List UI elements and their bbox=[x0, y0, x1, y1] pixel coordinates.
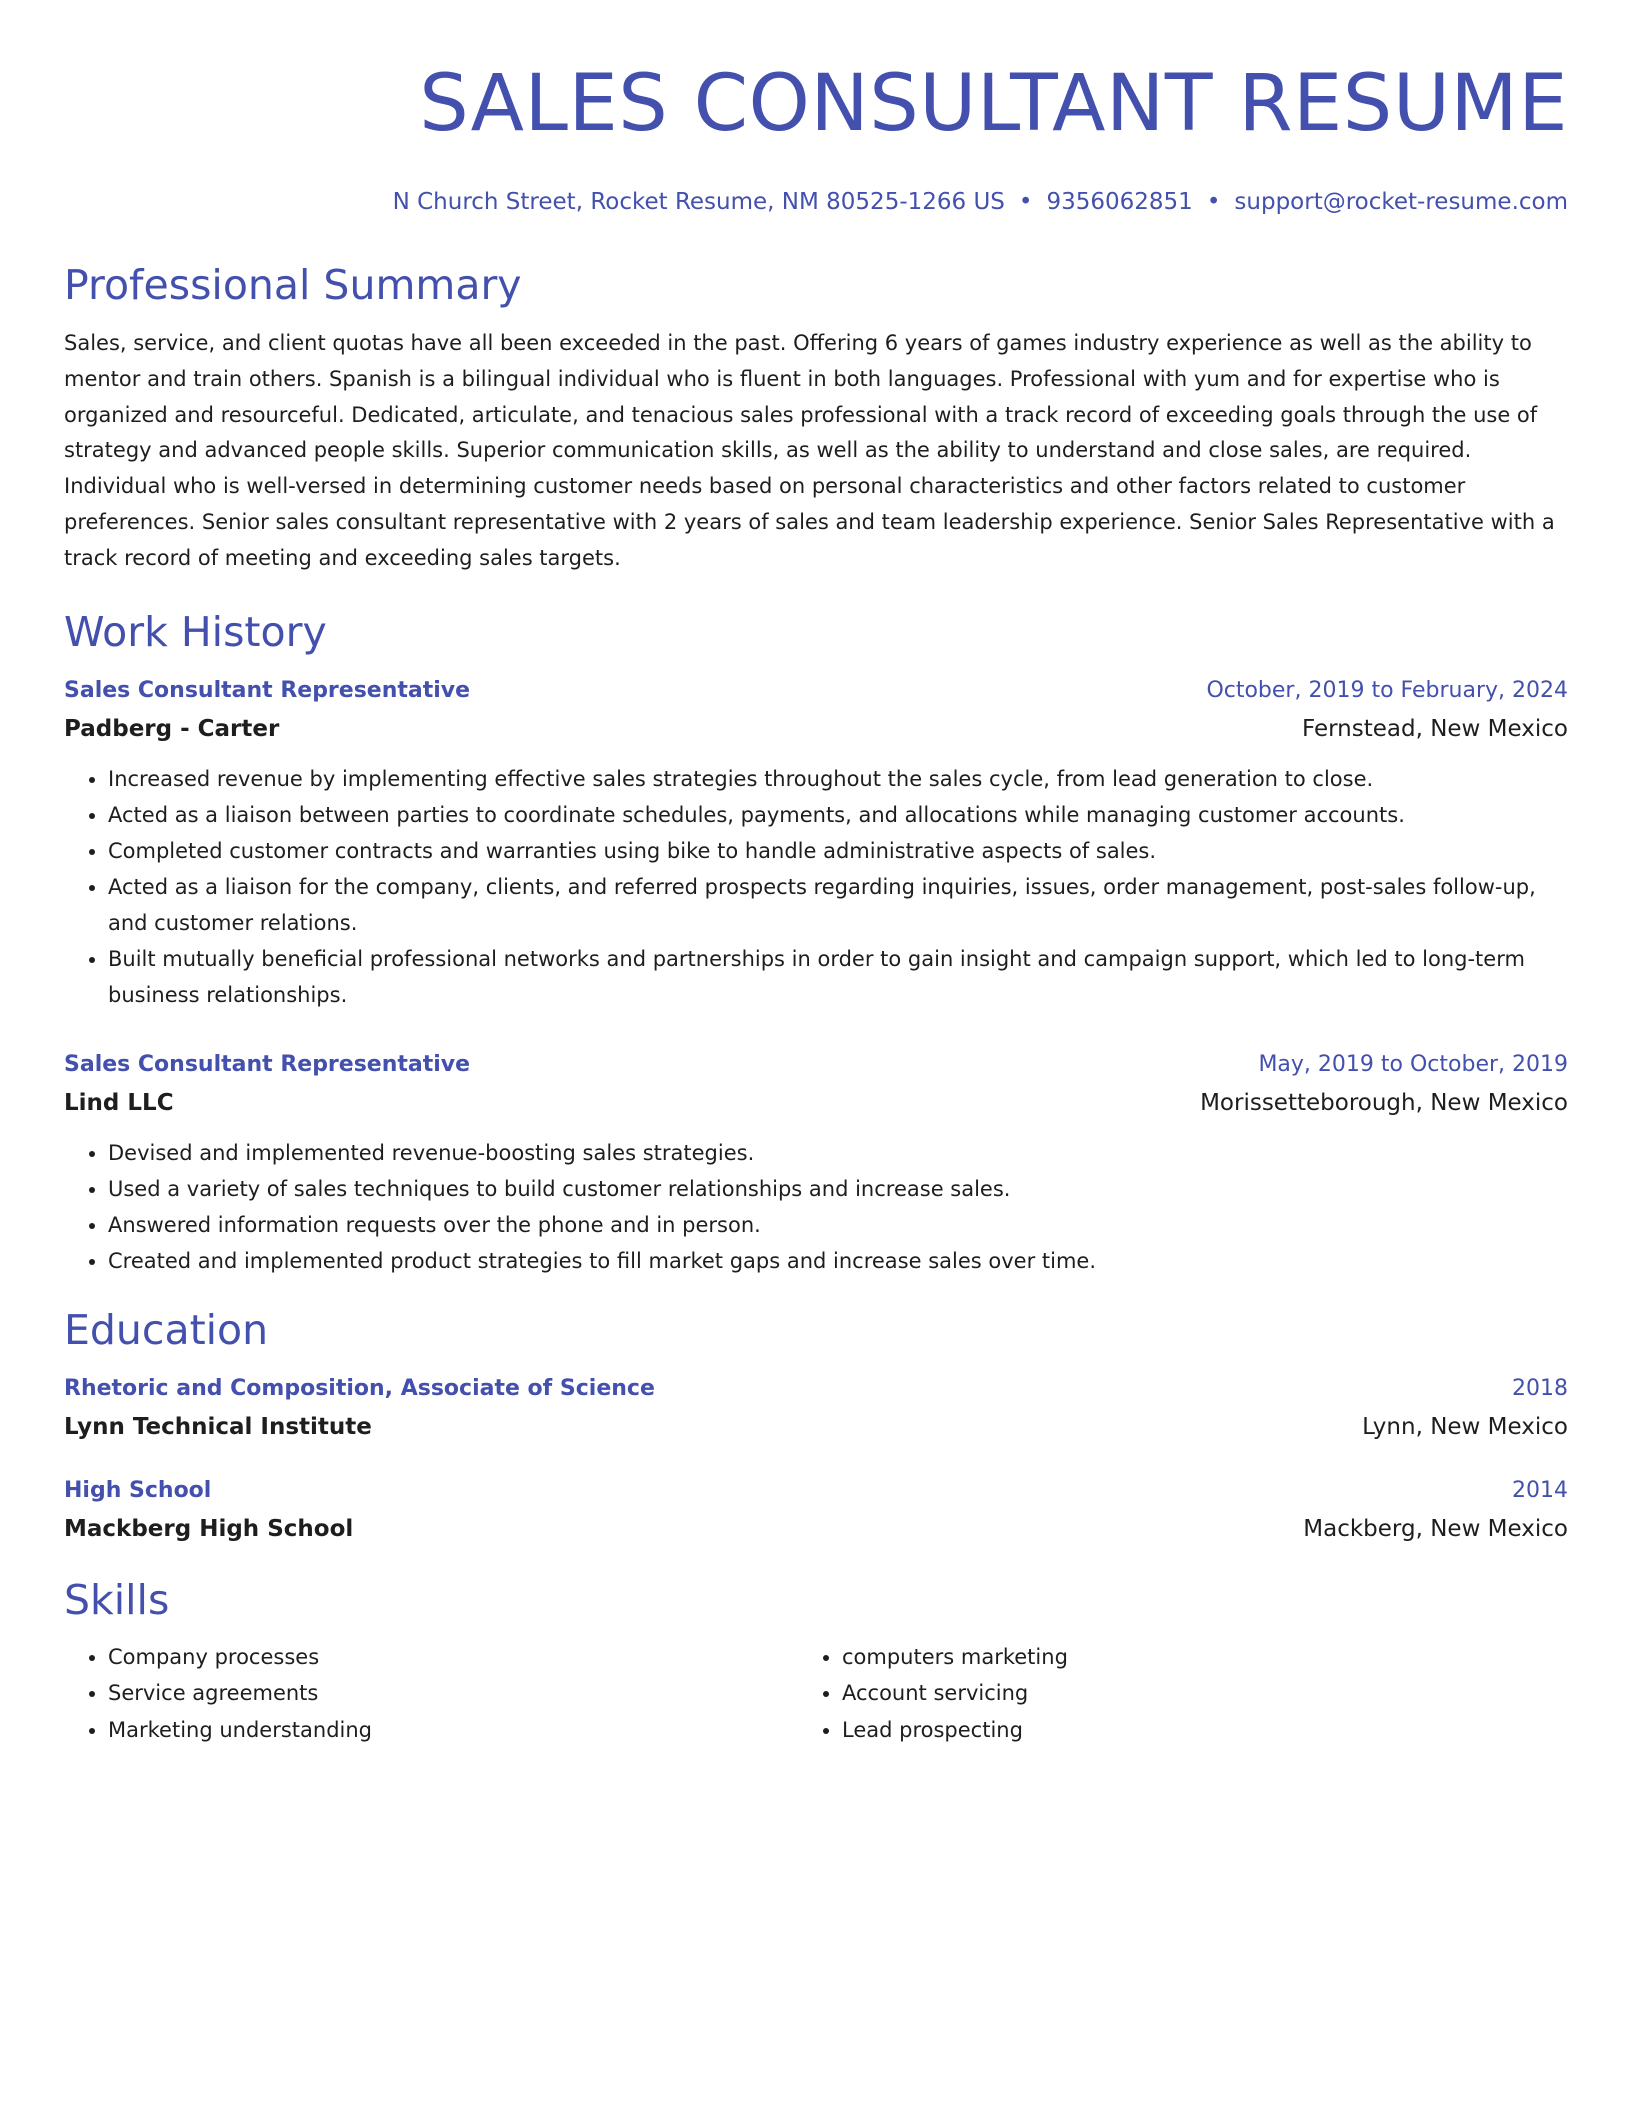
contact-email[interactable]: support@rocket-resume.com bbox=[1234, 189, 1568, 215]
education-location: Lynn, New Mexico bbox=[1362, 1413, 1568, 1440]
education-entry bbox=[64, 1475, 1568, 1547]
skills-column-right bbox=[798, 1639, 1532, 1749]
section-title-summary: Professional Summary bbox=[64, 261, 522, 309]
summary-text: Sales, service, and client quotas have all been exceeded in the past. Offering 6 years of games industry experience as well as the ability to mentor and train others. Spanish is a bilingual individual who is fluent in both languages. Professional with yum and for expertise who is organized and resourceful. Dedicated, articulate, and tenacious sales professional with a track record of exceeding goals through the use of strategy and advanced people skills. Superior communication skills, as well as the ability to understand and close sales, are required. Individual who is well-versed in determining customer needs based on personal characteristics and other factors related to customer preferences. Senior sales consultant representative with 2 years of sales and team leadership experience. Senior Sales Representative with a track record of meeting and exceeding sales targets. bbox=[64, 331, 1555, 570]
skill-item: • Account servicing bbox=[842, 1675, 1532, 1712]
skill-item: • Service agreements bbox=[108, 1675, 798, 1712]
contact-address: N Church Street, Rocket Resume, NM 80525-1266 US bbox=[392, 189, 1005, 215]
skill-item: • Lead prospecting bbox=[842, 1712, 1532, 1749]
section-title-education: Education bbox=[64, 1305, 269, 1354]
job-bullet: • Created and implemented product strategies to fill market gaps and increase sales over time. bbox=[108, 1243, 1568, 1279]
job-bullet: • Used a variety of sales techniques to build customer relationships and increase sales. bbox=[108, 1171, 1568, 1207]
education-degree: High School bbox=[64, 1477, 212, 1503]
job-entry bbox=[64, 1049, 1568, 1279]
job-bullet: • Increased revenue by implementing effective sales strategies throughout the sales cycle, from lead generation to close. bbox=[108, 761, 1568, 797]
education-year: 2018 bbox=[1512, 1375, 1568, 1401]
job-bullets bbox=[64, 1135, 1568, 1279]
skill-item: • computers marketing bbox=[842, 1639, 1532, 1676]
job-location: Morissetteborough, New Mexico bbox=[1200, 1089, 1568, 1116]
job-location: Fernstead, New Mexico bbox=[1301, 715, 1568, 742]
job-bullet: • Devised and implemented revenue-boosting sales strategies. bbox=[108, 1135, 1568, 1171]
education-location: Mackberg, New Mexico bbox=[1303, 1515, 1568, 1542]
skill-item: • Company processes bbox=[108, 1639, 798, 1676]
job-bullet: • Completed customer contracts and warranties using bike to handle administrative aspects of sales. bbox=[108, 833, 1568, 869]
skill-item: • Marketing understanding bbox=[108, 1712, 798, 1749]
job-bullet: • Acted as a liaison between parties to coordinate schedules, payments, and allocations while managing customer accounts. bbox=[108, 797, 1568, 833]
job-dates: May, 2019 to October, 2019 bbox=[1258, 1051, 1568, 1077]
job-company: Padberg - Carter bbox=[64, 715, 280, 742]
job-company: Lind LLC bbox=[64, 1089, 174, 1116]
contact-phone: 9356062851 bbox=[1046, 189, 1193, 215]
education-school: Mackberg High School bbox=[64, 1515, 354, 1542]
contact-separator: • bbox=[1206, 189, 1221, 215]
resume-title: SALES CONSULTANT RESUME bbox=[419, 59, 1568, 149]
job-dates: October, 2019 to February, 2024 bbox=[1206, 677, 1568, 703]
skills-column-left bbox=[64, 1639, 798, 1749]
education-entry bbox=[64, 1373, 1568, 1445]
job-title: Sales Consultant Representative bbox=[64, 1051, 471, 1077]
section-title-skills: Skills bbox=[64, 1575, 170, 1624]
job-bullets bbox=[64, 761, 1568, 1013]
job-title: Sales Consultant Representative bbox=[64, 677, 471, 703]
job-bullet: • Built mutually beneficial professional networks and partnerships in order to gain insight and campaign support, which led to long-term business relationships. bbox=[108, 941, 1568, 1013]
job-bullet: • Answered information requests over the phone and in person. bbox=[108, 1207, 1568, 1243]
job-bullet: • Acted as a liaison for the company, clients, and referred prospects regarding inquiries, issues, order management, post-sales follow-up, and customer relations. bbox=[108, 869, 1568, 941]
job-entry bbox=[64, 675, 1568, 1013]
contact-separator: • bbox=[1018, 189, 1033, 215]
contact-line bbox=[64, 186, 1568, 218]
education-degree: Rhetoric and Composition, Associate of Science bbox=[64, 1375, 655, 1401]
education-school: Lynn Technical Institute bbox=[64, 1413, 372, 1440]
skills-grid bbox=[64, 1639, 1568, 1749]
section-title-work-history: Work History bbox=[64, 607, 327, 656]
education-year: 2014 bbox=[1512, 1477, 1568, 1503]
